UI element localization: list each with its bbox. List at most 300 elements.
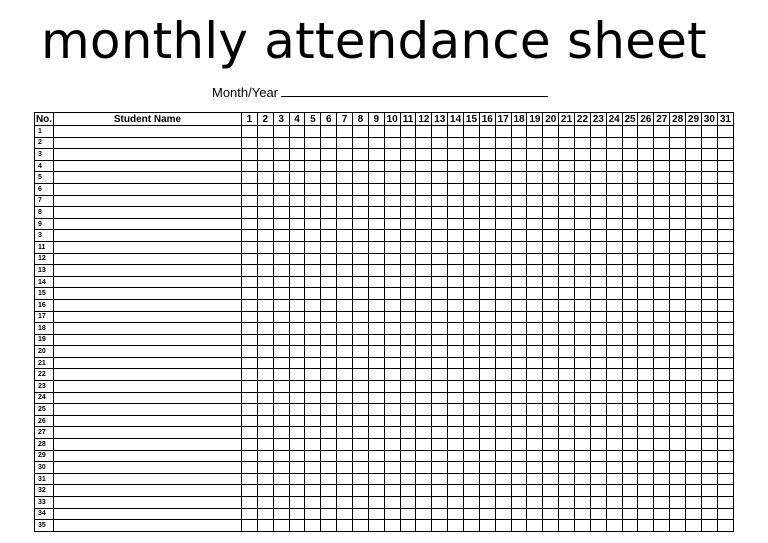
attendance-cell[interactable] xyxy=(670,473,686,485)
attendance-cell[interactable] xyxy=(242,183,258,195)
attendance-cell[interactable] xyxy=(305,485,321,497)
attendance-cell[interactable] xyxy=(511,369,527,381)
attendance-cell[interactable] xyxy=(448,427,464,439)
attendance-cell[interactable] xyxy=(575,462,591,474)
attendance-cell[interactable] xyxy=(543,450,559,462)
attendance-cell[interactable] xyxy=(416,427,432,439)
attendance-cell[interactable] xyxy=(590,137,606,149)
attendance-cell[interactable] xyxy=(495,485,511,497)
attendance-cell[interactable] xyxy=(337,392,353,404)
attendance-cell[interactable] xyxy=(368,473,384,485)
attendance-cell[interactable] xyxy=(257,195,273,207)
attendance-cell[interactable] xyxy=(464,265,480,277)
attendance-cell[interactable] xyxy=(337,172,353,184)
attendance-cell[interactable] xyxy=(654,439,670,451)
attendance-cell[interactable] xyxy=(495,392,511,404)
attendance-cell[interactable] xyxy=(622,497,638,509)
attendance-cell[interactable] xyxy=(701,253,717,265)
attendance-cell[interactable] xyxy=(622,253,638,265)
attendance-cell[interactable] xyxy=(273,137,289,149)
attendance-cell[interactable] xyxy=(368,404,384,416)
attendance-cell[interactable] xyxy=(638,462,654,474)
attendance-cell[interactable] xyxy=(289,381,305,393)
student-name-cell[interactable] xyxy=(54,439,242,451)
attendance-cell[interactable] xyxy=(384,172,400,184)
attendance-cell[interactable] xyxy=(416,462,432,474)
attendance-cell[interactable] xyxy=(321,149,337,161)
attendance-cell[interactable] xyxy=(464,439,480,451)
attendance-cell[interactable] xyxy=(416,230,432,242)
attendance-cell[interactable] xyxy=(479,207,495,219)
attendance-cell[interactable] xyxy=(384,508,400,520)
attendance-cell[interactable] xyxy=(273,230,289,242)
attendance-cell[interactable] xyxy=(337,485,353,497)
attendance-cell[interactable] xyxy=(321,299,337,311)
attendance-cell[interactable] xyxy=(416,311,432,323)
student-name-cell[interactable] xyxy=(54,485,242,497)
attendance-cell[interactable] xyxy=(273,160,289,172)
attendance-cell[interactable] xyxy=(670,276,686,288)
attendance-cell[interactable] xyxy=(321,230,337,242)
attendance-cell[interactable] xyxy=(242,497,258,509)
attendance-cell[interactable] xyxy=(368,126,384,138)
attendance-cell[interactable] xyxy=(400,485,416,497)
attendance-cell[interactable] xyxy=(242,473,258,485)
attendance-cell[interactable] xyxy=(464,427,480,439)
attendance-cell[interactable] xyxy=(638,207,654,219)
attendance-cell[interactable] xyxy=(686,288,702,300)
attendance-cell[interactable] xyxy=(717,450,733,462)
attendance-cell[interactable] xyxy=(701,415,717,427)
attendance-cell[interactable] xyxy=(305,439,321,451)
attendance-cell[interactable] xyxy=(257,288,273,300)
attendance-cell[interactable] xyxy=(527,357,543,369)
attendance-cell[interactable] xyxy=(495,241,511,253)
attendance-cell[interactable] xyxy=(432,346,448,358)
attendance-cell[interactable] xyxy=(717,265,733,277)
attendance-cell[interactable] xyxy=(368,207,384,219)
attendance-cell[interactable] xyxy=(321,369,337,381)
attendance-cell[interactable] xyxy=(543,404,559,416)
attendance-cell[interactable] xyxy=(511,392,527,404)
attendance-cell[interactable] xyxy=(670,346,686,358)
attendance-cell[interactable] xyxy=(337,218,353,230)
attendance-cell[interactable] xyxy=(321,137,337,149)
attendance-cell[interactable] xyxy=(606,195,622,207)
attendance-cell[interactable] xyxy=(638,392,654,404)
attendance-cell[interactable] xyxy=(448,160,464,172)
attendance-cell[interactable] xyxy=(654,276,670,288)
attendance-cell[interactable] xyxy=(717,207,733,219)
attendance-cell[interactable] xyxy=(289,346,305,358)
attendance-cell[interactable] xyxy=(464,485,480,497)
student-name-cell[interactable] xyxy=(54,160,242,172)
attendance-cell[interactable] xyxy=(257,230,273,242)
attendance-cell[interactable] xyxy=(701,265,717,277)
attendance-cell[interactable] xyxy=(622,334,638,346)
attendance-cell[interactable] xyxy=(257,334,273,346)
attendance-cell[interactable] xyxy=(559,265,575,277)
attendance-cell[interactable] xyxy=(242,207,258,219)
attendance-cell[interactable] xyxy=(257,497,273,509)
attendance-cell[interactable] xyxy=(701,462,717,474)
attendance-cell[interactable] xyxy=(495,230,511,242)
attendance-cell[interactable] xyxy=(353,311,369,323)
attendance-cell[interactable] xyxy=(464,392,480,404)
attendance-cell[interactable] xyxy=(257,404,273,416)
attendance-cell[interactable] xyxy=(590,126,606,138)
attendance-cell[interactable] xyxy=(654,381,670,393)
attendance-cell[interactable] xyxy=(495,183,511,195)
attendance-cell[interactable] xyxy=(289,265,305,277)
attendance-cell[interactable] xyxy=(511,323,527,335)
attendance-cell[interactable] xyxy=(416,149,432,161)
attendance-cell[interactable] xyxy=(368,485,384,497)
student-name-cell[interactable] xyxy=(54,497,242,509)
attendance-cell[interactable] xyxy=(464,253,480,265)
attendance-cell[interactable] xyxy=(543,415,559,427)
attendance-cell[interactable] xyxy=(353,473,369,485)
attendance-cell[interactable] xyxy=(606,346,622,358)
attendance-cell[interactable] xyxy=(305,450,321,462)
attendance-cell[interactable] xyxy=(606,288,622,300)
attendance-cell[interactable] xyxy=(321,508,337,520)
attendance-cell[interactable] xyxy=(606,311,622,323)
student-name-cell[interactable] xyxy=(54,195,242,207)
attendance-cell[interactable] xyxy=(606,265,622,277)
attendance-cell[interactable] xyxy=(511,230,527,242)
attendance-cell[interactable] xyxy=(527,323,543,335)
attendance-cell[interactable] xyxy=(638,497,654,509)
attendance-cell[interactable] xyxy=(686,415,702,427)
attendance-cell[interactable] xyxy=(654,323,670,335)
attendance-cell[interactable] xyxy=(622,357,638,369)
attendance-cell[interactable] xyxy=(495,195,511,207)
attendance-cell[interactable] xyxy=(479,497,495,509)
attendance-cell[interactable] xyxy=(321,323,337,335)
attendance-cell[interactable] xyxy=(606,415,622,427)
attendance-cell[interactable] xyxy=(353,392,369,404)
attendance-cell[interactable] xyxy=(432,381,448,393)
attendance-cell[interactable] xyxy=(590,334,606,346)
attendance-cell[interactable] xyxy=(448,346,464,358)
attendance-cell[interactable] xyxy=(384,520,400,532)
attendance-cell[interactable] xyxy=(464,334,480,346)
attendance-cell[interactable] xyxy=(559,253,575,265)
attendance-cell[interactable] xyxy=(448,439,464,451)
attendance-cell[interactable] xyxy=(464,230,480,242)
attendance-cell[interactable] xyxy=(701,334,717,346)
attendance-cell[interactable] xyxy=(670,160,686,172)
attendance-cell[interactable] xyxy=(479,311,495,323)
attendance-cell[interactable] xyxy=(686,450,702,462)
attendance-cell[interactable] xyxy=(416,241,432,253)
attendance-cell[interactable] xyxy=(257,241,273,253)
attendance-cell[interactable] xyxy=(590,462,606,474)
attendance-cell[interactable] xyxy=(670,497,686,509)
attendance-cell[interactable] xyxy=(242,137,258,149)
attendance-cell[interactable] xyxy=(321,126,337,138)
attendance-cell[interactable] xyxy=(590,415,606,427)
attendance-cell[interactable] xyxy=(400,230,416,242)
attendance-cell[interactable] xyxy=(337,195,353,207)
attendance-cell[interactable] xyxy=(337,508,353,520)
attendance-cell[interactable] xyxy=(448,450,464,462)
attendance-cell[interactable] xyxy=(432,473,448,485)
attendance-cell[interactable] xyxy=(432,253,448,265)
attendance-cell[interactable] xyxy=(606,473,622,485)
attendance-cell[interactable] xyxy=(400,218,416,230)
attendance-cell[interactable] xyxy=(622,160,638,172)
attendance-cell[interactable] xyxy=(495,126,511,138)
attendance-cell[interactable] xyxy=(686,369,702,381)
attendance-cell[interactable] xyxy=(575,126,591,138)
attendance-cell[interactable] xyxy=(368,253,384,265)
attendance-cell[interactable] xyxy=(575,485,591,497)
attendance-cell[interactable] xyxy=(273,369,289,381)
attendance-cell[interactable] xyxy=(479,218,495,230)
student-name-cell[interactable] xyxy=(54,520,242,532)
attendance-cell[interactable] xyxy=(559,497,575,509)
attendance-cell[interactable] xyxy=(384,288,400,300)
attendance-cell[interactable] xyxy=(305,172,321,184)
attendance-cell[interactable] xyxy=(305,149,321,161)
attendance-cell[interactable] xyxy=(543,253,559,265)
attendance-cell[interactable] xyxy=(448,265,464,277)
attendance-cell[interactable] xyxy=(337,207,353,219)
attendance-cell[interactable] xyxy=(479,334,495,346)
attendance-cell[interactable] xyxy=(527,253,543,265)
attendance-cell[interactable] xyxy=(686,230,702,242)
attendance-cell[interactable] xyxy=(511,241,527,253)
attendance-cell[interactable] xyxy=(654,427,670,439)
attendance-cell[interactable] xyxy=(273,183,289,195)
attendance-cell[interactable] xyxy=(575,439,591,451)
attendance-cell[interactable] xyxy=(448,497,464,509)
attendance-cell[interactable] xyxy=(686,346,702,358)
attendance-cell[interactable] xyxy=(622,126,638,138)
attendance-cell[interactable] xyxy=(289,218,305,230)
attendance-cell[interactable] xyxy=(400,276,416,288)
attendance-cell[interactable] xyxy=(257,253,273,265)
attendance-cell[interactable] xyxy=(448,311,464,323)
attendance-cell[interactable] xyxy=(527,149,543,161)
attendance-cell[interactable] xyxy=(368,427,384,439)
attendance-cell[interactable] xyxy=(527,508,543,520)
attendance-cell[interactable] xyxy=(305,276,321,288)
attendance-cell[interactable] xyxy=(701,392,717,404)
attendance-cell[interactable] xyxy=(717,497,733,509)
attendance-cell[interactable] xyxy=(543,172,559,184)
attendance-cell[interactable] xyxy=(590,149,606,161)
attendance-cell[interactable] xyxy=(670,183,686,195)
attendance-cell[interactable] xyxy=(543,427,559,439)
attendance-cell[interactable] xyxy=(400,323,416,335)
attendance-cell[interactable] xyxy=(289,427,305,439)
attendance-cell[interactable] xyxy=(543,137,559,149)
attendance-cell[interactable] xyxy=(448,149,464,161)
attendance-cell[interactable] xyxy=(289,137,305,149)
attendance-cell[interactable] xyxy=(527,218,543,230)
attendance-cell[interactable] xyxy=(686,485,702,497)
attendance-cell[interactable] xyxy=(559,381,575,393)
attendance-cell[interactable] xyxy=(527,346,543,358)
attendance-cell[interactable] xyxy=(464,126,480,138)
attendance-cell[interactable] xyxy=(289,473,305,485)
attendance-cell[interactable] xyxy=(575,357,591,369)
attendance-cell[interactable] xyxy=(321,497,337,509)
attendance-cell[interactable] xyxy=(432,265,448,277)
attendance-cell[interactable] xyxy=(432,439,448,451)
attendance-cell[interactable] xyxy=(305,381,321,393)
attendance-cell[interactable] xyxy=(353,323,369,335)
attendance-cell[interactable] xyxy=(717,427,733,439)
student-name-cell[interactable] xyxy=(54,323,242,335)
attendance-cell[interactable] xyxy=(305,241,321,253)
attendance-cell[interactable] xyxy=(622,346,638,358)
attendance-cell[interactable] xyxy=(511,149,527,161)
attendance-cell[interactable] xyxy=(527,241,543,253)
attendance-cell[interactable] xyxy=(479,276,495,288)
attendance-cell[interactable] xyxy=(321,485,337,497)
attendance-cell[interactable] xyxy=(543,392,559,404)
attendance-cell[interactable] xyxy=(527,311,543,323)
attendance-cell[interactable] xyxy=(590,346,606,358)
attendance-cell[interactable] xyxy=(670,323,686,335)
attendance-cell[interactable] xyxy=(701,508,717,520)
attendance-cell[interactable] xyxy=(606,485,622,497)
attendance-cell[interactable] xyxy=(321,346,337,358)
attendance-cell[interactable] xyxy=(590,357,606,369)
attendance-cell[interactable] xyxy=(622,276,638,288)
attendance-cell[interactable] xyxy=(305,473,321,485)
attendance-cell[interactable] xyxy=(432,299,448,311)
attendance-cell[interactable] xyxy=(543,183,559,195)
attendance-cell[interactable] xyxy=(670,207,686,219)
attendance-cell[interactable] xyxy=(559,183,575,195)
attendance-cell[interactable] xyxy=(717,462,733,474)
attendance-cell[interactable] xyxy=(527,299,543,311)
attendance-cell[interactable] xyxy=(384,299,400,311)
attendance-cell[interactable] xyxy=(511,439,527,451)
attendance-cell[interactable] xyxy=(368,311,384,323)
attendance-cell[interactable] xyxy=(289,462,305,474)
attendance-cell[interactable] xyxy=(511,183,527,195)
attendance-cell[interactable] xyxy=(273,439,289,451)
attendance-cell[interactable] xyxy=(353,149,369,161)
attendance-cell[interactable] xyxy=(559,450,575,462)
attendance-cell[interactable] xyxy=(257,450,273,462)
attendance-cell[interactable] xyxy=(654,357,670,369)
attendance-cell[interactable] xyxy=(622,439,638,451)
attendance-cell[interactable] xyxy=(654,218,670,230)
attendance-cell[interactable] xyxy=(273,462,289,474)
attendance-cell[interactable] xyxy=(559,126,575,138)
attendance-cell[interactable] xyxy=(353,439,369,451)
attendance-cell[interactable] xyxy=(575,299,591,311)
attendance-cell[interactable] xyxy=(242,288,258,300)
attendance-cell[interactable] xyxy=(717,218,733,230)
attendance-cell[interactable] xyxy=(654,149,670,161)
attendance-cell[interactable] xyxy=(416,172,432,184)
attendance-cell[interactable] xyxy=(686,497,702,509)
attendance-cell[interactable] xyxy=(590,508,606,520)
attendance-cell[interactable] xyxy=(717,149,733,161)
attendance-cell[interactable] xyxy=(638,126,654,138)
attendance-cell[interactable] xyxy=(527,276,543,288)
attendance-cell[interactable] xyxy=(368,230,384,242)
attendance-cell[interactable] xyxy=(242,520,258,532)
attendance-cell[interactable] xyxy=(654,369,670,381)
attendance-cell[interactable] xyxy=(559,346,575,358)
attendance-cell[interactable] xyxy=(670,462,686,474)
attendance-cell[interactable] xyxy=(368,415,384,427)
attendance-cell[interactable] xyxy=(654,172,670,184)
attendance-cell[interactable] xyxy=(495,334,511,346)
attendance-cell[interactable] xyxy=(305,230,321,242)
attendance-cell[interactable] xyxy=(606,404,622,416)
attendance-cell[interactable] xyxy=(448,462,464,474)
attendance-cell[interactable] xyxy=(305,508,321,520)
attendance-cell[interactable] xyxy=(273,323,289,335)
attendance-cell[interactable] xyxy=(384,230,400,242)
attendance-cell[interactable] xyxy=(670,288,686,300)
attendance-cell[interactable] xyxy=(670,508,686,520)
attendance-cell[interactable] xyxy=(495,311,511,323)
attendance-cell[interactable] xyxy=(717,137,733,149)
attendance-cell[interactable] xyxy=(527,427,543,439)
attendance-cell[interactable] xyxy=(479,381,495,393)
attendance-cell[interactable] xyxy=(559,149,575,161)
attendance-cell[interactable] xyxy=(543,357,559,369)
attendance-cell[interactable] xyxy=(686,253,702,265)
attendance-cell[interactable] xyxy=(543,334,559,346)
attendance-cell[interactable] xyxy=(289,276,305,288)
attendance-cell[interactable] xyxy=(590,241,606,253)
attendance-cell[interactable] xyxy=(717,415,733,427)
attendance-cell[interactable] xyxy=(289,357,305,369)
attendance-cell[interactable] xyxy=(527,485,543,497)
attendance-cell[interactable] xyxy=(622,207,638,219)
attendance-cell[interactable] xyxy=(543,485,559,497)
attendance-cell[interactable] xyxy=(242,427,258,439)
attendance-cell[interactable] xyxy=(527,439,543,451)
attendance-cell[interactable] xyxy=(559,241,575,253)
attendance-cell[interactable] xyxy=(575,149,591,161)
attendance-cell[interactable] xyxy=(289,369,305,381)
attendance-cell[interactable] xyxy=(242,346,258,358)
attendance-cell[interactable] xyxy=(242,334,258,346)
attendance-cell[interactable] xyxy=(511,137,527,149)
attendance-cell[interactable] xyxy=(353,276,369,288)
attendance-cell[interactable] xyxy=(400,369,416,381)
attendance-cell[interactable] xyxy=(701,195,717,207)
attendance-cell[interactable] xyxy=(717,323,733,335)
attendance-cell[interactable] xyxy=(464,346,480,358)
attendance-cell[interactable] xyxy=(337,404,353,416)
attendance-cell[interactable] xyxy=(273,311,289,323)
attendance-cell[interactable] xyxy=(654,126,670,138)
attendance-cell[interactable] xyxy=(448,485,464,497)
attendance-cell[interactable] xyxy=(321,415,337,427)
attendance-cell[interactable] xyxy=(638,241,654,253)
attendance-cell[interactable] xyxy=(464,508,480,520)
attendance-cell[interactable] xyxy=(464,137,480,149)
attendance-cell[interactable] xyxy=(495,288,511,300)
attendance-cell[interactable] xyxy=(416,323,432,335)
attendance-cell[interactable] xyxy=(416,381,432,393)
attendance-cell[interactable] xyxy=(242,195,258,207)
